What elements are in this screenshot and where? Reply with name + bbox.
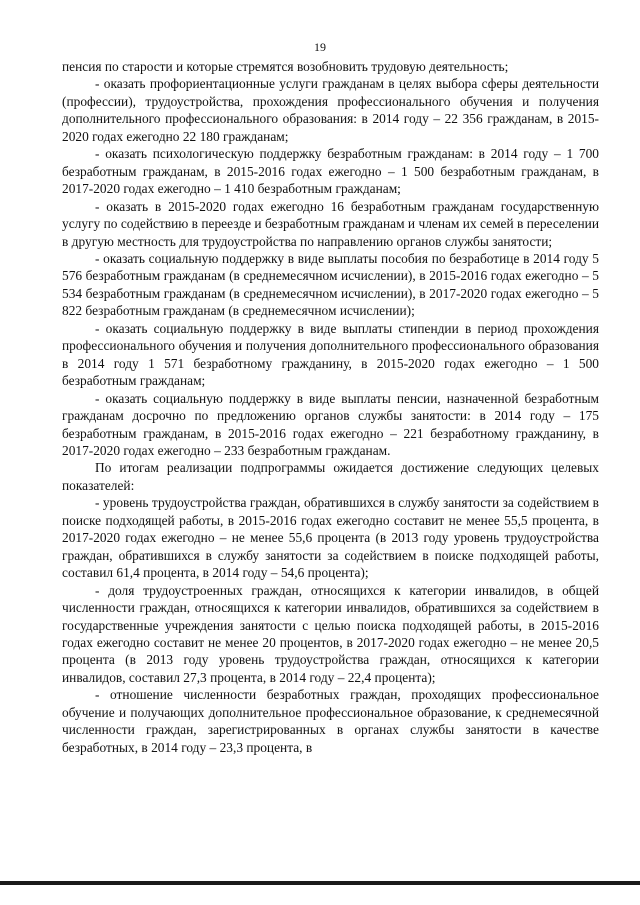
paragraph-career-guidance: - оказать профориентационные услуги гражданам в целях выбора сферы деятельности (профессии), трудоустройства, прохождения профессионального обучения и получения дополнительного профессионального образования: в 2014 году – 22 356 гражданам, в 2015-2020 годах ежегодно 22 180 гражданам; — [62, 76, 599, 144]
paragraph-stipend: - оказать социальную поддержку в виде выплаты стипендии в период прохождения профессионального обучения и получения дополнительного профессионального образования в 2014 году 1 571 безработному гражданину, в 2015-2020 годах ежегодно – 1 500 безработным гражданам; — [62, 320, 599, 389]
paragraph-unemployment-benefit: - оказать социальную поддержку в виде выплаты пособия по безработице в 2014 году 5 576 безработным гражданам (в среднемесячном исчислении), в 2015-2016 годах ежегодно – 5 534 безработным гражданам (в среднемесячном исчислении), в 2017-2020 годах ежегодно – 5 822 безработным гражданам (в среднемесячном исчислении); — [62, 250, 599, 319]
paragraph-psychological-support: - оказать психологическую поддержку безработным гражданам: в 2014 году – 1 700 безработным гражданам, в 2015-2016 годах ежегодно – 1 500 безработным гражданам, в 2017-2020 годах ежегодно – 1 410 безработным гражданам; — [62, 146, 599, 197]
paragraph-targets-intro: По итогам реализации подпрограммы ожидается достижение следующих целевых показателей: — [62, 460, 599, 493]
paragraph-employment-level: - уровень трудоустройства граждан, обратившихся в службу занятости за содействием в поиске подходящей работы, в 2015-2016 годах ежегодно составит не менее 55,5 процента, в 2017-2020 годах ежегодно – не менее 55,6 процента (в 2013 году уровень трудоустройства граждан, обратившихся в службу занятости за содействием в поиске подходящей работы, составил 61,4 процента, в 2014 году – 54,6 процента); — [62, 495, 599, 581]
paragraph-pension: - оказать социальную поддержку в виде выплаты пенсии, назначенной безработным гражданам досрочно по предложению органов службы занятости: в 2014 году – 175 безработным гражданам, в 2015-2016 годах ежегодно – 221 безработному гражданину, в 2017-2020 годах ежегодно – 233 безработным гражданам. — [62, 390, 599, 458]
paragraph-disabled-share: - доля трудоустроенных граждан, относящихся к категории инвалидов, в общей численности граждан, относящихся к категории инвалидов, обратившихся за содействием в государственные учреждения занятости с целью поиска подходящей работы, в 2015-2016 годах ежегодно составит не менее 20 процентов, в 2017-2020 годах ежегодно – не менее 20,5 процента (в 2013 году уровень трудоустройства граждан, относящихся к категории инвалидов, составил 27,3 процента, в 2014 году – 22,4 процента); — [62, 582, 599, 685]
paragraph-training-ratio: - отношение численности безработных граждан, проходящих профессиональное обучение и получающих дополнительное профессиональное образование, к среднемесячной численности граждан, зарегистрированных в органах службы занятости в качестве безработных, в 2014 году – 23,3 процента, в — [62, 687, 599, 755]
paragraph-continuation: пенсия по старости и которые стремятся возобновить трудовую деятельность; — [62, 59, 509, 74]
bottom-scan-border — [0, 881, 640, 885]
document-body — [62, 58, 599, 756]
paragraph-relocation: - оказать в 2015-2020 годах ежегодно 16 безработным гражданам государственную услугу по содействию в переезде и безработным гражданам и членам их семей в переселении в другую местность для трудоустройства по направлению органов службы занятости; — [62, 198, 599, 249]
page-number: 19 — [314, 40, 326, 54]
